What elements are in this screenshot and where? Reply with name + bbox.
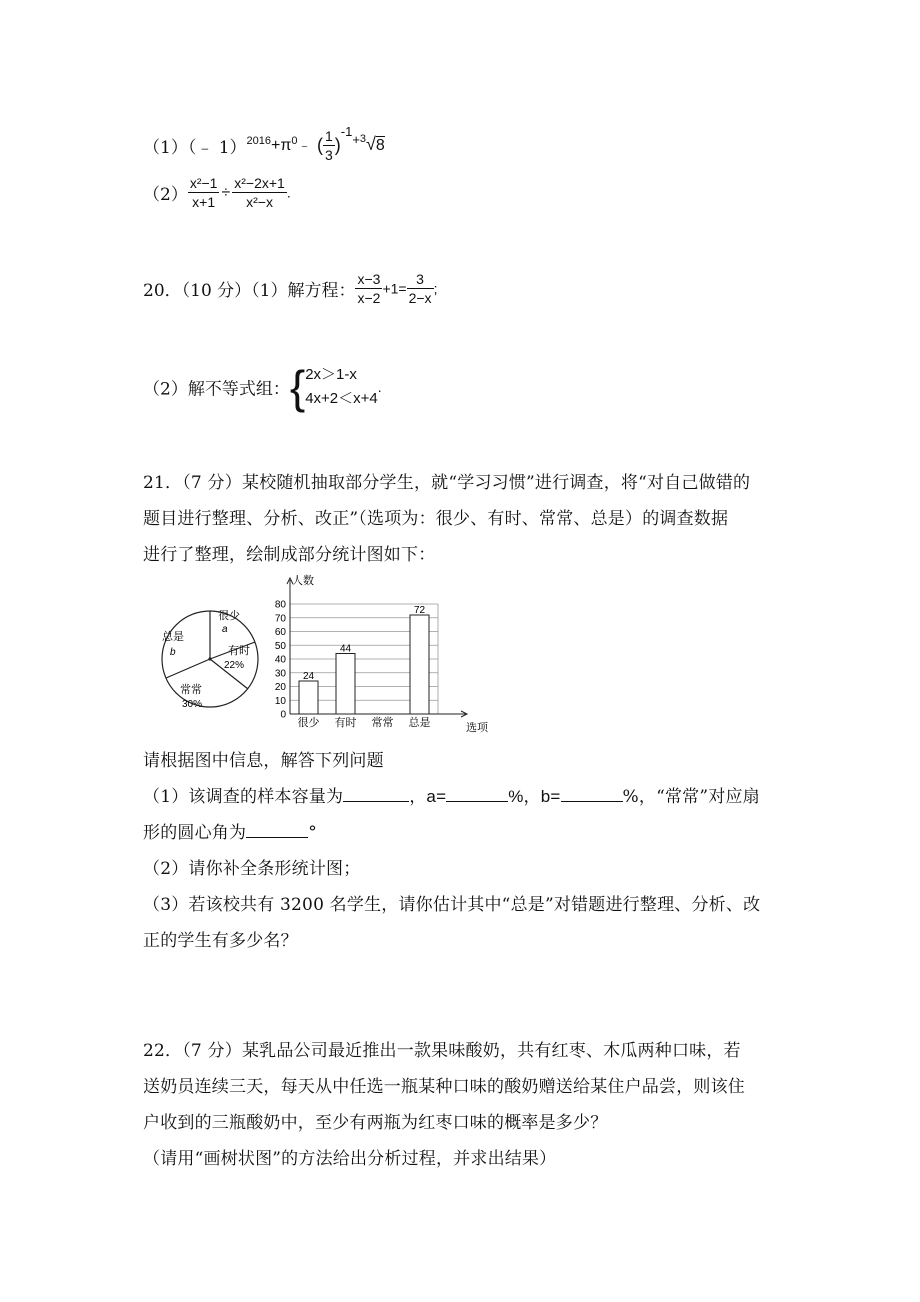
bar-0 bbox=[299, 681, 318, 714]
q20-ineq2: 4x+2＜x+4 bbox=[305, 390, 378, 407]
q20-p2-label: （2）解不等式组： bbox=[143, 379, 290, 400]
q21-sub1 bbox=[143, 782, 760, 807]
q19-p1-pi-exp: 0 bbox=[291, 135, 298, 147]
q19-p1-label: （1）（﹣ 1） bbox=[143, 138, 247, 158]
q21-s1-line2-b: ° bbox=[308, 823, 317, 843]
q21-line2: 题目进行整理、分析、改正”（选项为：很少、有时、常常、总是）的调查数据 bbox=[143, 509, 729, 529]
q19-p1-root-index: 3 bbox=[359, 133, 367, 145]
q21-line1: 21．（7 分）某校随机抽取部分学生，就“学习习惯”进行调查，将“对自己做错的 bbox=[143, 473, 751, 493]
y-tick-label: 60 bbox=[274, 627, 286, 638]
blank-a[interactable] bbox=[446, 785, 508, 802]
q20-fraction1: $\frac{x-3}{x-2}$ bbox=[357, 271, 381, 306]
q19-p1-root-radicand: 8 bbox=[375, 137, 385, 154]
y-tick-label: 70 bbox=[274, 613, 286, 625]
blank-sample-size[interactable] bbox=[343, 785, 409, 802]
q21-s1-c: %，b= bbox=[508, 787, 561, 806]
q20-part2 bbox=[143, 362, 382, 412]
blank-b[interactable] bbox=[561, 785, 623, 802]
q20-end: ; bbox=[433, 280, 438, 297]
q22-line3: 户收到的三瓶酸奶中，至少有两瓶为红枣口味的概率是多少？ bbox=[143, 1113, 608, 1133]
pie-label-sometimes: 有时 bbox=[228, 645, 250, 657]
pie-chart bbox=[160, 592, 272, 722]
bar-data-label: 44 bbox=[339, 643, 352, 655]
bar-data-label: 72 bbox=[413, 605, 426, 616]
q19-p2-label: （2） bbox=[143, 185, 188, 205]
q19-p1-plus2: + bbox=[352, 132, 360, 147]
q22-line2: 送奶员连续三天，每天从中任选一瓶某种口味的酸奶赠送给某住户品尝，则该住 bbox=[143, 1077, 745, 1097]
q19-p2-div: ÷ bbox=[221, 183, 231, 201]
q22-line1: 22．（7 分）某乳品公司最近推出一款果味酸奶，共有红枣、木瓜两种口味，若 bbox=[143, 1041, 741, 1061]
q21-sub1-line2 bbox=[143, 818, 317, 843]
q21-sub3-line2: 正的学生有多少名？ bbox=[143, 931, 298, 951]
q21-after-chart: 请根据图中信息，解答下列问题 bbox=[143, 751, 384, 771]
blank-angle[interactable] bbox=[246, 821, 308, 838]
y-tick-label: 20 bbox=[274, 682, 286, 693]
q20-header: 20．（10 分）（1）解方程： bbox=[143, 281, 356, 301]
q19-part2 bbox=[143, 174, 291, 211]
pie-value-often: 30% bbox=[182, 699, 203, 710]
q21-sub3-line1: （3）若该校共有 3200 名学生，请你估计其中“总是”对错题进行整理、分析、改 bbox=[143, 895, 761, 915]
q21-line3: 进行了整理，绘制成部分统计图如下： bbox=[143, 545, 436, 565]
q19-p1-minus: ﹣ bbox=[297, 137, 312, 153]
q19-p2-end: . bbox=[286, 184, 291, 201]
y-tick-label: 0 bbox=[280, 709, 286, 721]
q21-s1-line2-a: 形的圆心角为 bbox=[143, 823, 247, 843]
q20-inequalities bbox=[305, 363, 378, 411]
q20-ineq1: 2x＞1-x bbox=[305, 366, 357, 383]
pie-value-sometimes: 22% bbox=[224, 660, 245, 671]
q21-s1-b: ，a= bbox=[409, 787, 447, 806]
y-tick-label: 10 bbox=[274, 695, 286, 707]
pie-value-always: b bbox=[170, 647, 176, 658]
bar-bars bbox=[299, 605, 429, 714]
q19-p1-plus: +π bbox=[271, 137, 292, 154]
bar-ticks bbox=[275, 600, 287, 721]
pie-divider-left bbox=[166, 659, 210, 678]
pie-label-rarely: 很少 bbox=[218, 610, 240, 622]
q21-sub2: （2）请你补全条形统计图； bbox=[143, 859, 361, 879]
bar-categories bbox=[298, 715, 431, 729]
bar-3 bbox=[410, 615, 429, 714]
x-category-label: 常常 bbox=[371, 717, 394, 729]
x-category-label: 很少 bbox=[297, 717, 320, 729]
q19-p1-exp: 2016 bbox=[246, 135, 272, 147]
q22-line4: （请用“画树状图”的方法给出分析过程，并求出结果） bbox=[143, 1149, 557, 1169]
pie-value-rarely: a bbox=[222, 624, 228, 635]
q20-p2-end: . bbox=[377, 379, 382, 395]
x-category-label: 总是 bbox=[408, 717, 431, 729]
pie-label-always: 总是 bbox=[162, 631, 184, 643]
bar-chart bbox=[268, 574, 498, 736]
pie-center bbox=[208, 657, 211, 660]
bar-data-label: 24 bbox=[302, 671, 315, 682]
q21-s1-d: %，“常常”对应扇 bbox=[622, 787, 760, 807]
root-sign-icon: √ bbox=[366, 134, 376, 154]
x-category-label: 有时 bbox=[334, 717, 357, 729]
q19-p1-fraction: $\frac{1}{3}$ bbox=[324, 128, 333, 163]
y-axis-label: 人数 bbox=[292, 575, 314, 587]
y-tick-label: 40 bbox=[274, 654, 286, 666]
pie-label-often: 常常 bbox=[180, 684, 202, 696]
q19-p2-fraction2: $\frac{\text{x²−2x+1}}{\text{x²−x}}$ bbox=[234, 175, 285, 210]
brace-icon: { bbox=[289, 361, 306, 413]
y-tick-label: 50 bbox=[274, 640, 286, 652]
y-tick-label: 80 bbox=[274, 599, 286, 611]
q20-part1 bbox=[143, 270, 437, 307]
q19-p2-fraction1: $\frac{\text{x²−1}}{x+1}$ bbox=[189, 175, 218, 210]
q20-mid: +1= bbox=[382, 280, 407, 297]
q19-part1: （1）（﹣ $1)^{2016}+\pi^0﹣$ ( $\frac{1}{3}$ )$^{-1+3}$√8 bbox=[143, 124, 385, 163]
q21-s1-a: （1）该调查的样本容量为 bbox=[143, 787, 344, 807]
bar-1 bbox=[336, 654, 355, 715]
y-tick-label: 30 bbox=[274, 668, 286, 680]
q20-fraction2: $\frac{3}{2-x}$ bbox=[408, 271, 432, 306]
q19-p1-neg1: -1 bbox=[340, 124, 353, 139]
x-axis-label: 选项 bbox=[466, 722, 488, 734]
